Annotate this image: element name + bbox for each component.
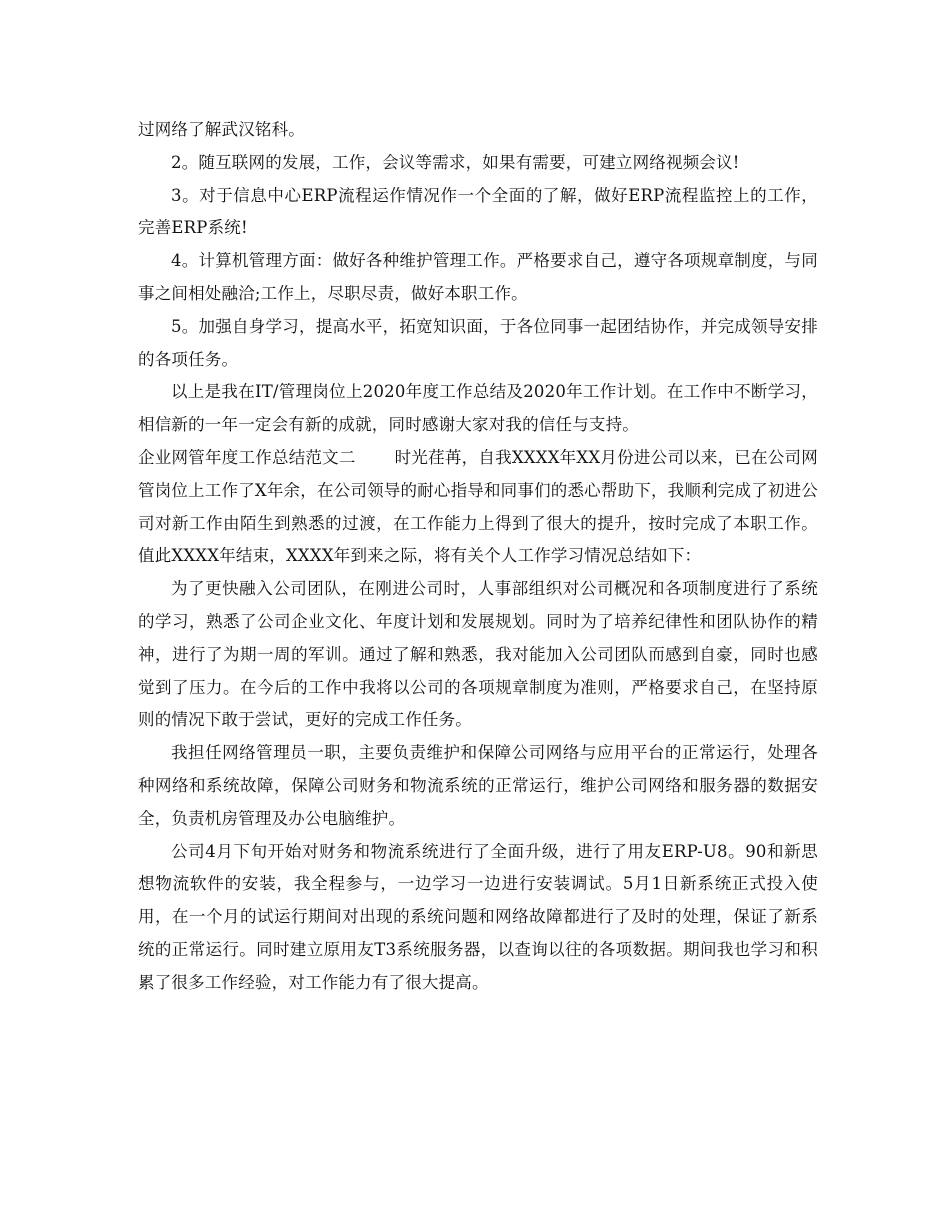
paragraph-network-admin-role: 我担任网络管理员一职，主要负责维护和保障公司网络与应用平台的正常运行，处理各种网络和系统故障，保障公司财务和物流系统的正常运行，维护公司网络和服务器的数据安全，负责机房管理及办公电脑维护。	[138, 743, 818, 828]
paragraph-continuation: 过网络了解武汉铭科。	[138, 120, 305, 139]
paragraph-section-two-intro: 企业网管年度工作总结范文二 时光荏苒，自我XXXX年XX月份进公司以来，已在公司网管岗位上工作了X年余，在公司领导的耐心指导和同事们的悉心帮助下，我顺利完成了初进公司对新工作由陌生到熟悉的过渡，在工作能力上得到了很大的提升，按时完成了本职工作。值此XXXX年结束，XXXX年到来之际，将有关个人工作学习情况总结如下：	[138, 447, 818, 566]
document-body	[138, 114, 818, 1000]
paragraph-team-integration: 为了更快融入公司团队，在刚进公司时，人事部组织对公司概况和各项制度进行了系统的学习，熟悉了公司企业文化、年度计划和发展规划。同时为了培养纪律性和团队协作的精神，进行了为期一周的军训。通过了解和熟悉，我对能加入公司团队而感到自豪，同时也感觉到了压力。在今后的工作中我将以公司的各项规章制度为准则，严格要求自己，在坚持原则的情况下敢于尝试，更好的完成工作任务。	[138, 579, 818, 730]
paragraph-item-3: 3。对于信息中心ERP流程运作情况作一个全面的了解，做好ERP流程监控上的工作，完善ERP系统!	[138, 185, 818, 238]
paragraph-summary: 以上是我在IT/管理岗位上2020年度工作总结及2020年工作计划。在工作中不断学习，相信新的一年一定会有新的成就，同时感谢大家对我的信任与支持。	[138, 382, 818, 435]
paragraph-item-5: 5。加强自身学习，提高水平，拓宽知识面，于各位同事一起团结协作，并完成领导安排的各项任务。	[138, 316, 818, 369]
paragraph-system-upgrade: 公司4月下旬开始对财务和物流系统进行了全面升级，进行了用友ERP-U8。90和新思想物流软件的安装，我全程参与，一边学习一边进行安装调试。5月1日新系统正式投入使用，在一个月的试运行期间对出现的系统问题和网络故障都进行了及时的处理，保证了新系统的正常运行。同时建立原用友T3系统服务器，以查询以往的各项数据。期间我也学习和积累了很多工作经验，对工作能力有了很大提高。	[138, 841, 818, 992]
paragraph-item-4: 4。计算机管理方面：做好各种维护管理工作。严格要求自己，遵守各项规章制度，与同事之间相处融洽;工作上，尽职尽责，做好本职工作。	[138, 251, 818, 303]
paragraph-item-2: 2。随互联网的发展，工作，会议等需求，如果有需要，可建立网络视频会议!	[171, 152, 740, 172]
